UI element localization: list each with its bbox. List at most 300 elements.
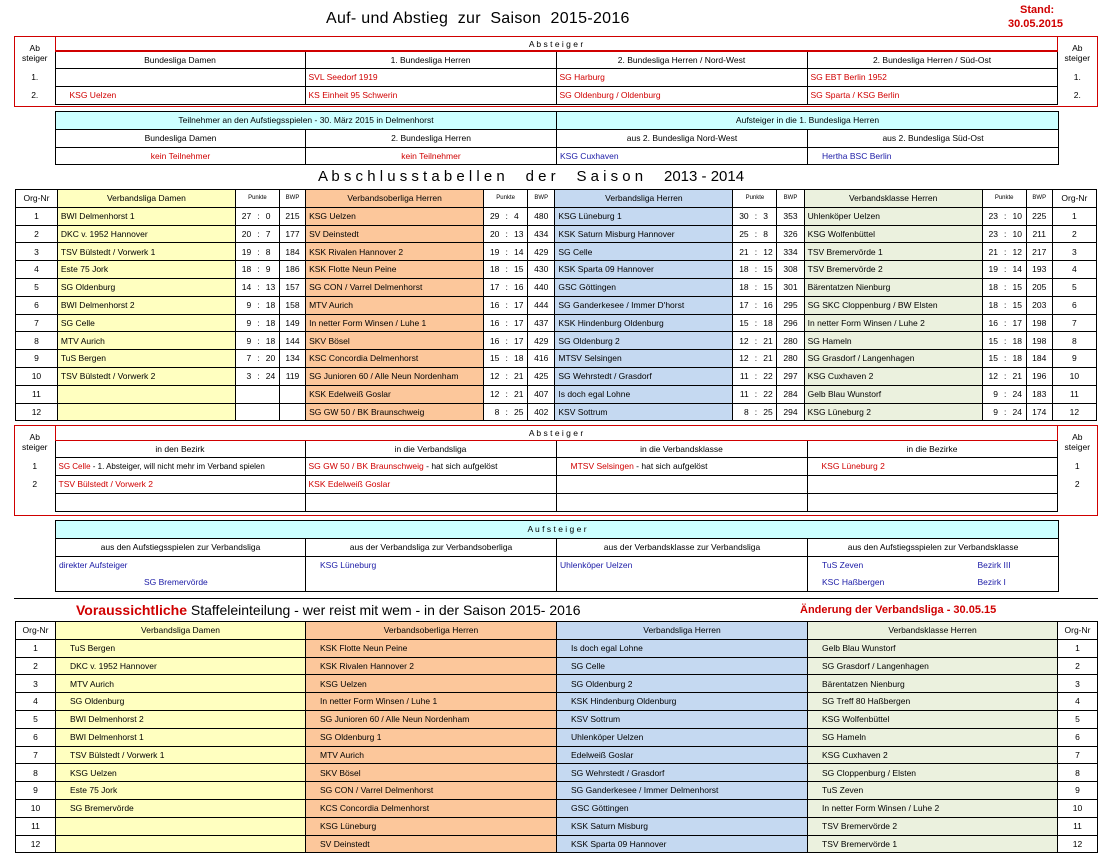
org-nr-header: Org-Nr [1052,190,1096,208]
points-plus: 8 [733,403,750,421]
team-name: SG Ganderkesee / Immer Delmenhorst [557,782,808,800]
table-row [16,675,1098,693]
aufsteiger-value [557,574,808,592]
team-name: SG Grasdorf / Langenhagen [808,657,1058,675]
team-name: TuS Bergen [56,639,306,657]
team-name: SG Celle [557,657,808,675]
points-separator: : [999,403,1012,421]
table-row [16,728,1098,746]
team-name: KSG Cuxhaven 2 [804,367,982,385]
staffel-title: Voraussichtliche Staffeleinteilung - wer reist mit wem - in der Saison 2015- 2016 [76,602,581,618]
org-nr: 1 [1052,207,1096,225]
org-nr: 6 [1052,296,1096,314]
points-minus: 24 [1012,403,1027,421]
bwp-value: 294 [777,403,804,421]
team-name: KSK Sparta 09 Hannover [557,835,808,853]
org-nr: 12 [1058,835,1098,853]
team-name: KSK Hindenburg Oldenburg [557,693,808,711]
points-plus: 16 [484,332,501,350]
table-row [16,657,1098,675]
points-separator: : [500,403,513,421]
points-separator: : [750,278,763,296]
bwp-value: 402 [528,403,555,421]
aufsteiger-bl-caption: Aufsteiger in die 1. Bundesliga Herren [557,112,1059,130]
abschluss-title: A b s c h l u s s t a b e l l e n d e r S a i s o n 2013 - 2014 [318,168,745,185]
points-minus: 13 [513,225,528,243]
row-number: 1 [15,458,55,476]
points-separator: : [500,207,513,225]
team-name: BWI Delmenhorst 2 [57,296,235,314]
absteiger-cell [556,476,807,494]
points-minus: 15 [1012,278,1027,296]
org-nr: 5 [16,710,56,728]
team-name: KSG Uelzen [306,675,557,693]
bwp-value: 280 [777,350,804,368]
team-name: KSV Sottrum [555,403,733,421]
points-plus: 12 [733,350,750,368]
points-separator: : [999,332,1012,350]
points-plus: 12 [484,367,501,385]
org-nr: 4 [1058,693,1098,711]
team-name [56,835,306,853]
points-minus: 18 [265,314,280,332]
team-name: DKC v. 1952 Hannover [56,657,306,675]
bwp-value: 215 [279,207,305,225]
team-name: Edelweiß Goslar [557,746,808,764]
absteiger-cell: SG EBT Berlin 1952 [807,69,1057,87]
org-nr: 7 [16,746,56,764]
org-nr-header: Org-Nr [16,190,58,208]
points-separator: : [500,332,513,350]
teilnehmer-value: KSG Cuxhaven [557,147,808,165]
league-header: Verbandsoberliga Herren [306,190,484,208]
page-title: Auf- und Abstieg zur Saison 2015-2016 [326,10,630,27]
team-name: KSG Lüneburg 2 [804,403,982,421]
table-row [16,278,1097,296]
team-name: KSK Saturn Misburg [557,817,808,835]
team-name: SG Wehrstedt / Grasdorf [557,764,808,782]
team-name: SKV Bösel [306,764,557,782]
aufsteiger-value [306,574,557,592]
points-separator: : [999,225,1012,243]
org-nr: 5 [1052,278,1096,296]
team-name: TSV Bülstedt / Vorwerk 1 [56,746,306,764]
league-header: Verbandsliga Damen [57,190,235,208]
aufsteiger-value: KSC Haßbergen [808,574,968,592]
points-plus: 12 [733,332,750,350]
points-plus: 25 [733,225,750,243]
absteiger-top-header: 2. Bundesliga Herren / Nord-West [556,51,807,69]
bwp-header: BWP [528,190,555,208]
points-minus: 16 [513,278,528,296]
bwp-value: 444 [528,296,555,314]
points-plus: 16 [484,296,501,314]
team-name: KSG Wolfenbüttel [804,225,982,243]
absteiger-mid-header: in die Bezirke [807,440,1057,458]
absteiger-cell [55,69,305,87]
team-name: Uhlenköper Uelzen [557,728,808,746]
absteiger-cell: KSG Uelzen [55,87,305,105]
points-plus: 15 [982,350,999,368]
aufsteiger-value: TuS Zeven [808,556,968,574]
league-header: Verbandsliga Herren [555,190,733,208]
bwp-value: 295 [777,296,804,314]
team-name: SV Deinstedt [306,835,557,853]
bwp-value: 326 [777,225,804,243]
change-note: Änderung der Verbandsliga - 30.05.15 [800,604,997,616]
table-row [16,403,1097,421]
bwp-value: 196 [1026,367,1052,385]
points-minus: 18 [762,314,777,332]
team-name: BWI Delmenhorst 1 [57,207,235,225]
absteiger-top-caption: A b s t e i g e r [55,37,1057,51]
team-name: KSK Rivalen Hannover 2 [306,657,557,675]
points-minus: 14 [1012,261,1027,279]
team-name: KSV Sottrum [557,710,808,728]
points-plus: 17 [733,296,750,314]
staffel-table [15,621,1098,853]
team-name: BWI Delmenhorst 2 [56,710,306,728]
bwp-value: 440 [528,278,555,296]
team-name: TSV Bremervörde 2 [804,261,982,279]
teilnehmer-caption: Teilnehmer an den Aufstiegsspielen - 30. März 2015 in Delmenhorst [56,112,557,130]
points-separator: : [999,314,1012,332]
bwp-value: 480 [528,207,555,225]
org-nr: 12 [16,403,58,421]
row-number: 1. [1073,72,1081,83]
team-name [56,817,306,835]
points-minus: 25 [762,403,777,421]
team-name: GSC Göttingen [555,278,733,296]
bwp-value: 198 [1026,332,1052,350]
points-minus: 13 [265,278,280,296]
team-name: KSG Cuxhaven 2 [808,746,1058,764]
org-nr: 12 [1052,403,1096,421]
team-name: SG Junioren 60 / Alle Neun Nordenham [306,710,557,728]
points-minus [265,385,280,403]
team-name: Is doch egal Lohne [555,385,733,403]
org-nr: 3 [16,675,56,693]
bwp-value: 437 [528,314,555,332]
points-minus: 17 [513,314,528,332]
divider [55,50,1057,51]
absteiger-cell: SG Oldenburg / Oldenburg [556,87,807,105]
row-number: 2 [1057,476,1097,494]
org-nr: 5 [16,278,58,296]
bwp-value: 119 [279,367,305,385]
points-plus: 23 [982,207,999,225]
bwp-value: 174 [1026,403,1052,421]
points-separator: : [252,296,265,314]
team-name [57,385,235,403]
absteiger-top-header: Bundesliga Damen [55,51,305,69]
points-separator: : [500,350,513,368]
team-name: KSK Flotte Neun Peine [306,639,557,657]
absteiger-cell: KS Einheit 95 Schwerin [305,87,556,105]
points-plus: 18 [235,261,252,279]
aufsteiger-value: Uhlenköper Uelzen [557,556,808,574]
absteiger-top-header: 2. Bundesliga Herren / Süd-Ost [807,51,1057,69]
org-nr: 7 [1052,314,1096,332]
team-name: TSV Bremervörde 2 [808,817,1058,835]
spacer [15,493,55,511]
team-name: KSG Lüneburg [306,817,557,835]
points-minus: 18 [265,332,280,350]
points-plus: 8 [484,403,501,421]
points-separator: : [252,332,265,350]
team-name [57,403,235,421]
team-name: TSV Bremervörde 1 [808,835,1058,853]
bwp-value: 134 [279,350,305,368]
team-name: TuS Zeven [808,782,1058,800]
points-separator: : [252,278,265,296]
team-name: TuS Bergen [57,350,235,368]
team-name: Uhlenköper Uelzen [804,207,982,225]
stand-label: Stand: [1020,4,1055,16]
points-plus: 18 [484,261,501,279]
team-name: Este 75 Jork [56,782,306,800]
absteiger-cell: KSK Edelweiß Goslar [305,476,556,494]
row-number: 2 [15,476,55,494]
org-nr: 8 [16,764,56,782]
points-plus: 12 [982,367,999,385]
org-nr: 5 [1058,710,1098,728]
points-minus: 20 [265,350,280,368]
points-plus: 9 [235,314,252,332]
team-name: SG Celle [57,314,235,332]
org-nr: 8 [16,332,58,350]
points-separator: : [999,296,1012,314]
team-name: KSK Hindenburg Oldenburg [555,314,733,332]
org-nr: 2 [16,225,58,243]
team-name: MTV Aurich [57,332,235,350]
team-name: MTV Aurich [306,296,484,314]
absteiger-mid-header: in die Verbandsklasse [556,440,807,458]
teilnehmer-header: aus 2. Bundesliga Nord-West [557,129,808,147]
bwp-value: 186 [279,261,305,279]
team-name: In netter Form Winsen / Luhe 2 [808,799,1058,817]
spacer [1057,493,1097,511]
table-row [16,261,1097,279]
table-row [16,243,1097,261]
bwp-value [279,385,305,403]
bwp-value: 157 [279,278,305,296]
points-separator: : [750,261,763,279]
ab-steiger-label-right: Ab steiger [1064,431,1091,452]
points-separator: : [999,243,1012,261]
points-separator: : [750,207,763,225]
team-name: SG Grasdorf / Langenhagen [804,350,982,368]
points-plus: 11 [733,367,750,385]
org-nr: 1 [16,207,58,225]
absteiger-mid-header: in die Verbandsliga [305,440,556,458]
absteiger-cell: SVL Seedorf 1919 [305,69,556,87]
table-row [16,296,1097,314]
org-nr: 11 [1052,385,1096,403]
absteiger-cell: SG Sparta / KSG Berlin [807,87,1057,105]
absteiger-cell: TSV Bülstedt / Vorwerk 2 [55,476,305,494]
team-name: Gelb Blau Wunstorf [804,385,982,403]
punkte-header: Punkte [235,190,279,208]
absteiger-cell [55,493,305,511]
points-separator: : [999,385,1012,403]
points-separator: : [500,261,513,279]
team-name: TSV Bülstedt / Vorwerk 1 [57,243,235,261]
table-row [16,710,1098,728]
bwp-value: 297 [777,367,804,385]
points-minus: 8 [762,225,777,243]
absteiger-cell: SG GW 50 / BK Braunschweig - hat sich aufgelöst [305,458,556,476]
team-name: SG Hameln [804,332,982,350]
bwp-value: 193 [1026,261,1052,279]
points-minus: 15 [513,261,528,279]
org-nr: 6 [16,296,58,314]
team-name: KSG Lüneburg 1 [555,207,733,225]
org-nr: 4 [1052,261,1096,279]
aufsteiger-header: aus den Aufstiegsspielen zur Verbandsliga [56,538,306,556]
absteiger-top-table [15,37,1097,105]
points-plus: 9 [235,296,252,314]
points-minus: 15 [1012,296,1027,314]
team-name: MTSV Selsingen [555,350,733,368]
league-header: Verbandsliga Damen [56,622,306,640]
team-name: KSK Edelweiß Goslar [306,385,484,403]
points-plus [235,403,252,421]
team-name: In netter Form Winsen / Luhe 1 [306,314,484,332]
team-name: SG Oldenburg [57,278,235,296]
points-separator: : [999,367,1012,385]
org-nr: 10 [1058,799,1098,817]
bwp-value: 217 [1026,243,1052,261]
points-minus: 0 [265,207,280,225]
points-separator: : [999,350,1012,368]
team-name: SG Oldenburg 2 [555,332,733,350]
bwp-value [279,403,305,421]
org-nr: 9 [1052,350,1096,368]
bwp-header: BWP [777,190,804,208]
table-row [16,799,1098,817]
points-plus: 14 [235,278,252,296]
points-minus: 22 [762,385,777,403]
absteiger-mid-header: in den Bezirk [55,440,305,458]
points-separator: : [750,367,763,385]
aufsteiger-caption: A u f s t e i g e r [56,521,1059,539]
team-name: Is doch egal Lohne [557,639,808,657]
bwp-header: BWP [279,190,305,208]
points-separator: : [750,225,763,243]
bwp-value: 429 [528,243,555,261]
points-minus: 18 [265,296,280,314]
team-name: Bärentatzen Nienburg [804,278,982,296]
league-header: Verbandsoberliga Herren [306,622,557,640]
points-plus: 21 [733,243,750,261]
points-minus: 21 [762,332,777,350]
points-separator [252,385,265,403]
points-plus: 16 [982,314,999,332]
bwp-value: 183 [1026,385,1052,403]
points-minus: 15 [762,261,777,279]
team-name: SG GW 50 / BK Braunschweig [306,403,484,421]
team-name: KSG Uelzen [306,207,484,225]
bwp-value: 280 [777,332,804,350]
points-separator: : [252,350,265,368]
points-plus: 15 [733,314,750,332]
points-minus: 21 [513,367,528,385]
team-name: KSG Uelzen [56,764,306,782]
org-nr: 7 [1058,746,1098,764]
team-name: In netter Form Winsen / Luhe 1 [306,693,557,711]
points-separator: : [252,314,265,332]
points-separator: : [500,314,513,332]
points-plus: 30 [733,207,750,225]
absteiger-top-header: 1. Bundesliga Herren [305,51,556,69]
points-minus: 16 [762,296,777,314]
points-plus: 16 [484,314,501,332]
points-plus: 20 [235,225,252,243]
aufsteiger-bezirk: Bezirk I [968,574,1059,592]
org-nr: 8 [1058,764,1098,782]
org-nr: 4 [16,261,58,279]
org-nr: 12 [16,835,56,853]
team-name: KSK Flotte Neun Peine [306,261,484,279]
bwp-value: 144 [279,332,305,350]
points-separator: : [500,243,513,261]
bwp-value: 211 [1026,225,1052,243]
table-row [16,225,1097,243]
points-minus: 18 [513,350,528,368]
points-minus: 22 [762,367,777,385]
points-minus: 17 [1012,314,1027,332]
bwp-value: 334 [777,243,804,261]
points-minus: 21 [1012,367,1027,385]
bwp-value: 301 [777,278,804,296]
points-plus: 27 [235,207,252,225]
team-name: MTV Aurich [306,746,557,764]
ab-steiger-label-left: Ab steiger [21,431,48,452]
team-name: SG Oldenburg [56,693,306,711]
org-nr: 3 [1058,675,1098,693]
points-separator: : [750,403,763,421]
org-nr: 3 [1052,243,1096,261]
row-number: 1. [31,72,39,83]
points-separator: : [750,350,763,368]
points-plus: 15 [982,332,999,350]
league-header: Verbandsliga Herren [557,622,808,640]
team-name: Bärentatzen Nienburg [808,675,1058,693]
org-nr: 6 [1058,728,1098,746]
org-nr: 10 [16,799,56,817]
teilnehmer-table [55,111,1059,165]
points-separator: : [500,278,513,296]
aufsteiger-value: direkter Aufsteiger [56,556,306,574]
team-name: MTV Aurich [56,675,306,693]
team-name: Este 75 Jork [57,261,235,279]
team-name: TSV Bremervörde 1 [804,243,982,261]
league-header: Verbandsklasse Herren [804,190,982,208]
points-separator: : [252,243,265,261]
points-separator: : [750,243,763,261]
aufsteiger-header: aus der Verbandsliga zur Verbandsoberliga [306,538,557,556]
team-name: KCS Concordia Delmenhorst [306,799,557,817]
points-minus: 24 [1012,385,1027,403]
points-separator: : [500,296,513,314]
points-plus: 19 [484,243,501,261]
punkte-header: Punkte [982,190,1026,208]
points-plus: 19 [982,261,999,279]
points-minus: 18 [1012,332,1027,350]
stand-date: 30.05.2015 [1008,18,1064,30]
bwp-header: BWP [1026,190,1052,208]
